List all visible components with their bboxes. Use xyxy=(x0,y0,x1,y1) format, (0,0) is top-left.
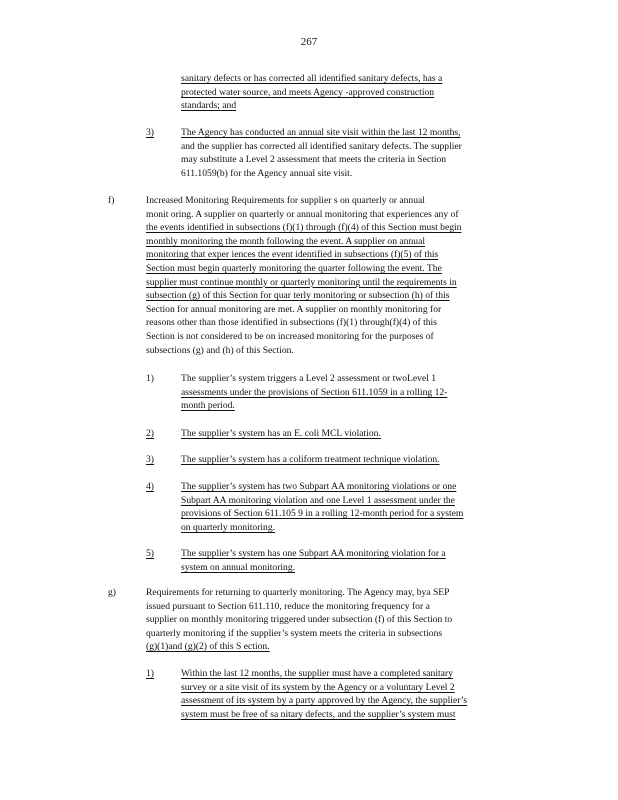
text-line: assessment of its system by a party approved by the Agency, the supplier’s xyxy=(181,695,468,707)
section-g-label: g) xyxy=(108,587,116,598)
intro-paragraph xyxy=(181,72,601,113)
text-line: supplier must continue monthly or quarterly monitoring until the requirements in xyxy=(146,276,457,288)
item-number: 5) xyxy=(146,548,154,559)
text-line: sanitary defects or has corrected all identified sanitary defects, has a xyxy=(181,73,443,84)
text-line: on quarterly monitoring. xyxy=(181,521,276,533)
text-line: subsections (g) and (h) of this Section. xyxy=(146,344,294,356)
item-number: 4) xyxy=(146,481,154,492)
text-line: The supplier’s system triggers a Level 2 assessment or twoLevel 1 xyxy=(181,373,437,384)
item-number: 2) xyxy=(146,428,154,439)
text-line: and the supplier has corrected all identified sanitary defects. The supplier xyxy=(181,140,462,152)
item-e3-text xyxy=(181,126,601,180)
text-line: system on annual monitoring. xyxy=(181,561,296,573)
item-number: 3) xyxy=(146,127,154,138)
text-line: The supplier’s system has two Subpart AA monitoring violations or one xyxy=(181,481,457,492)
text-line: provisions of Section 611.105 9 in a rolling 12-month period for a system xyxy=(181,508,464,520)
section-f-label: f) xyxy=(108,195,115,206)
text-line: system must be free of sa nitary defects, and the supplier’s system must xyxy=(181,708,456,720)
text-line: survey or a site visit of its system by the Agency or a voluntary Level 2 xyxy=(181,681,455,693)
page-number: 267 xyxy=(300,36,318,48)
section-f-paragraph xyxy=(146,194,606,357)
text-line: The supplier’s system has a coliform treatment technique violation. xyxy=(181,454,440,465)
section-f-item-5 xyxy=(181,547,601,574)
text-line: 611.1059(b) for the Agency annual site visit. xyxy=(181,167,353,179)
text-line: The Agency has conducted an annual site visit within the last 12 months, xyxy=(181,127,461,138)
section-g-paragraph xyxy=(146,586,606,654)
text-line: standards; and xyxy=(181,100,237,112)
text-line: Within the last 12 months, the supplier must have a completed sanitary xyxy=(181,668,453,679)
text-line: Subpart AA monitoring violation and one Level 1 assessment under the xyxy=(181,494,455,506)
text-line: subsection (g) of this Section for quar terly monitoring or subsection (h) of this xyxy=(146,290,450,302)
text-line: Requirements for returning to quarterly monitoring. The Agency may, bya SEP xyxy=(146,587,450,598)
text-line: The supplier’s system has one Subpart AA monitoring violation for a xyxy=(181,548,446,559)
text-line: issued pursuant to Section 611.110, reduce the monitoring frequency for a xyxy=(146,600,430,612)
text-line: month period. xyxy=(181,400,235,412)
text-line: (g)(1)and (g)(2) of this S ection. xyxy=(146,641,270,653)
section-f-item-4 xyxy=(181,480,601,534)
item-number: 1) xyxy=(146,668,154,679)
section-f-item-2 xyxy=(181,427,601,441)
text-line: Increased Monitoring Requirements for supplier s on quarterly or annual xyxy=(146,195,425,206)
text-line: monitoring that exper iences the event identified in subsections (f)(5) of this xyxy=(146,249,439,261)
text-line: assessments under the provisions of Section 611.1059 in a rolling 12- xyxy=(181,386,448,398)
text-line: monit oring. A supplier on quarterly or annual monitoring that experiences any of xyxy=(146,208,459,220)
text-line: Section for annual monitoring are met. A supplier on monthly monitoring for xyxy=(146,303,442,315)
text-line: Section is not considered to be on increased monitoring for the purposes of xyxy=(146,330,434,342)
text-line: quarterly monitoring if the supplier’s system meets the criteria in subsections xyxy=(146,627,443,639)
item-number: 1) xyxy=(146,373,154,384)
section-g-item-1 xyxy=(181,667,601,721)
item-number: 3) xyxy=(146,454,154,465)
text-line: Section must begin quarterly monitoring the quarter following the event. The xyxy=(146,262,442,274)
section-f-item-1 xyxy=(181,372,601,413)
text-line: The supplier’s system has an E. coli MCL violation. xyxy=(181,428,381,439)
text-line: may substitute a Level 2 assessment that meets the criteria in Section xyxy=(181,154,447,166)
text-line: supplier on monthly monitoring triggered under subsection (f) of this Section to xyxy=(146,614,453,626)
section-f-item-3 xyxy=(181,453,601,467)
text-line: protected water source, and meets Agency -approved construction xyxy=(181,86,435,98)
text-line: reasons other than those identified in subsections (f)(1) through(f)(4) of this xyxy=(146,317,437,329)
text-line: the events identified in subsections (f)(1) through (f)(4) of this Section must begin xyxy=(146,222,462,234)
text-line: monthly monitoring the month following the event. A supplier on annual xyxy=(146,235,425,247)
